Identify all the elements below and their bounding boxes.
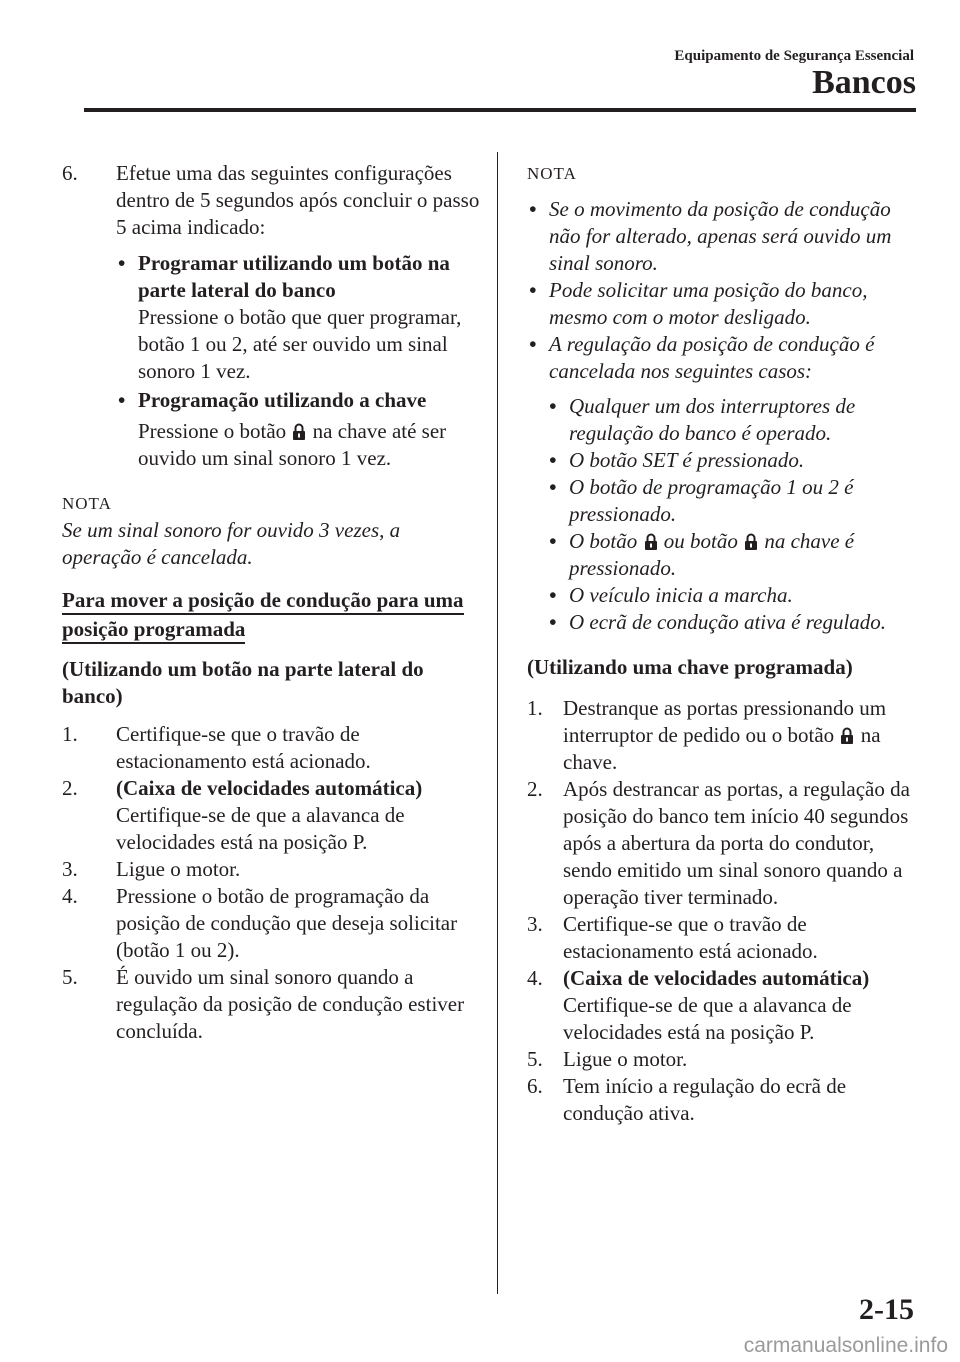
step-text: Tem início a regulação do ecrã de condução ativa. [563, 1074, 847, 1125]
left-column [62, 160, 482, 1045]
right-column [527, 160, 927, 1127]
step-number: 6. [62, 161, 78, 185]
step-1 [527, 695, 927, 776]
case-bullet [547, 393, 927, 447]
option-seat-button [116, 250, 482, 385]
nota-bullet-text: A regulação da posição de condução é cancelada nos seguintes casos: [549, 332, 875, 383]
step-number: 2. [62, 776, 78, 800]
bullet-glyph: • [529, 278, 537, 302]
step-1 [62, 721, 482, 775]
option-title: Programar utilizando um botão na parte lateral do banco [138, 251, 450, 302]
unlock-icon [744, 533, 758, 550]
step-4 [527, 965, 927, 1046]
step-number: 4. [527, 966, 543, 990]
page-title: Bancos [812, 64, 916, 101]
step-text: Ligue o motor. [116, 857, 241, 881]
case-text: O botão de programação 1 ou 2 é pressionado. [569, 475, 854, 526]
header-rule [84, 108, 916, 112]
unlock-icon [840, 727, 854, 744]
case-text: O botão SET é pressionado. [569, 448, 805, 472]
option-text: Pressione o botão na chave até ser ouvido um sinal sonoro 1 vez. [138, 419, 447, 470]
option-key [116, 387, 482, 472]
step-3 [527, 911, 927, 965]
case-text: ou botão [663, 529, 738, 553]
subheading: (Utilizando um botão na parte lateral do banco) [62, 657, 424, 708]
case-text: na chave é pressionado. [569, 529, 855, 580]
nota-bullet [527, 196, 927, 277]
step-6 [527, 1073, 927, 1127]
step-number: 5. [527, 1047, 543, 1071]
bullet-glyph: • [549, 610, 557, 634]
step-text: Após destrancar as portas, a regulação da posição do banco tem início 40 segundos após a abertura da porta do condutor, sendo emitido um sinal sonoro quando a operação tiver terminado. [563, 777, 910, 909]
section-heading: Para mover a posição de condução para uma posição programada [62, 588, 464, 644]
case-text: Qualquer um dos interruptores de regulação do banco é operado. [569, 394, 856, 445]
case-bullet [547, 528, 927, 582]
case-bullet [547, 609, 927, 636]
bullet-glyph: • [549, 475, 557, 499]
lock-icon [292, 423, 306, 440]
step-text: Certifique-se que o travão de estacionamento está acionado. [116, 722, 371, 773]
case-bullet [547, 474, 927, 528]
nota-label: NOTA [62, 494, 112, 513]
subheading: (Utilizando uma chave programada) [527, 655, 853, 679]
step-number: 3. [62, 857, 78, 881]
nota-text: Se um sinal sonoro for ouvido 3 vezes, a operação é cancelada. [62, 518, 401, 569]
step-number: 3. [527, 912, 543, 936]
step-text: Certifique-se de que a alavanca de velocidades está na posição P. [563, 993, 852, 1044]
nota-bullet [527, 277, 927, 331]
bullet-glyph: • [549, 394, 557, 418]
step-number: 1. [527, 696, 543, 720]
step-text: na chave. [563, 723, 881, 774]
step-number: 1. [62, 722, 78, 746]
step-4 [62, 883, 482, 964]
step-6 [62, 160, 482, 241]
option-list [116, 250, 482, 472]
cancel-cases [547, 393, 927, 636]
case-bullet [547, 447, 927, 474]
step-text: Destranque as portas pressionando um interruptor de pedido ou o botão [563, 696, 887, 747]
bullet-glyph: • [549, 448, 557, 472]
bullet-glyph: • [549, 529, 557, 553]
step-3 [62, 856, 482, 883]
steps-list [527, 695, 927, 1127]
step-2 [62, 775, 482, 856]
case-text: O ecrã de condução ativa é regulado. [569, 610, 887, 634]
option-text: Pressione o botão que quer programar, botão 1 ou 2, até ser ouvido um sinal sonoro 1 vez. [138, 305, 462, 383]
page-number: 2-15 [859, 1293, 914, 1326]
case-text: O botão [569, 529, 638, 553]
watermark: carmanualsonline.info [743, 1334, 948, 1357]
step-number: 2. [527, 777, 543, 801]
bullet-glyph: • [118, 388, 126, 412]
step-text: Efetue uma das seguintes configurações dentro de 5 segundos após concluir o passo 5 acima indicado: [116, 161, 480, 239]
step-5 [527, 1046, 927, 1073]
nota-bullets [527, 196, 927, 636]
nota-bullet-text: Se o movimento da posição de condução não for alterado, apenas será ouvido um sinal sonoro. [549, 197, 892, 275]
nota-bullet [527, 331, 927, 385]
step-text: Ligue o motor. [563, 1047, 688, 1071]
bullet-glyph: • [529, 332, 537, 356]
steps-list [62, 721, 482, 1045]
header-subtitle: Equipamento de Segurança Essencial [674, 48, 914, 64]
step-text: Certifique-se que o travão de estacionamento está acionado. [563, 912, 818, 963]
nota-bullet-text: Pode solicitar uma posição do banco, mesmo com o motor desligado. [549, 278, 868, 329]
step-bold: (Caixa de velocidades automática) [563, 966, 870, 990]
step-number: 6. [527, 1074, 543, 1098]
lock-icon [644, 533, 658, 550]
case-bullet [547, 582, 927, 609]
column-divider [497, 152, 498, 1294]
step-bold: (Caixa de velocidades automática) [116, 776, 423, 800]
option-title: Programação utilizando a chave [138, 388, 427, 412]
step-5 [62, 964, 482, 1045]
step-2 [527, 776, 927, 911]
step-text: Certifique-se de que a alavanca de velocidades está na posição P. [116, 803, 405, 854]
step-text: É ouvido um sinal sonoro quando a regulação da posição de condução estiver concluída. [116, 965, 465, 1043]
step-number: 4. [62, 884, 78, 908]
nota-label: NOTA [527, 164, 577, 183]
step-number: 5. [62, 965, 78, 989]
section-heading-block [62, 586, 482, 644]
bullet-glyph: • [529, 197, 537, 221]
bullet-glyph: • [549, 583, 557, 607]
bullet-glyph: • [118, 251, 126, 275]
step-text: Pressione o botão de programação da posição de condução que deseja solicitar (botão 1 ou 2). [116, 884, 458, 962]
case-text: O veículo inicia a marcha. [569, 583, 793, 607]
